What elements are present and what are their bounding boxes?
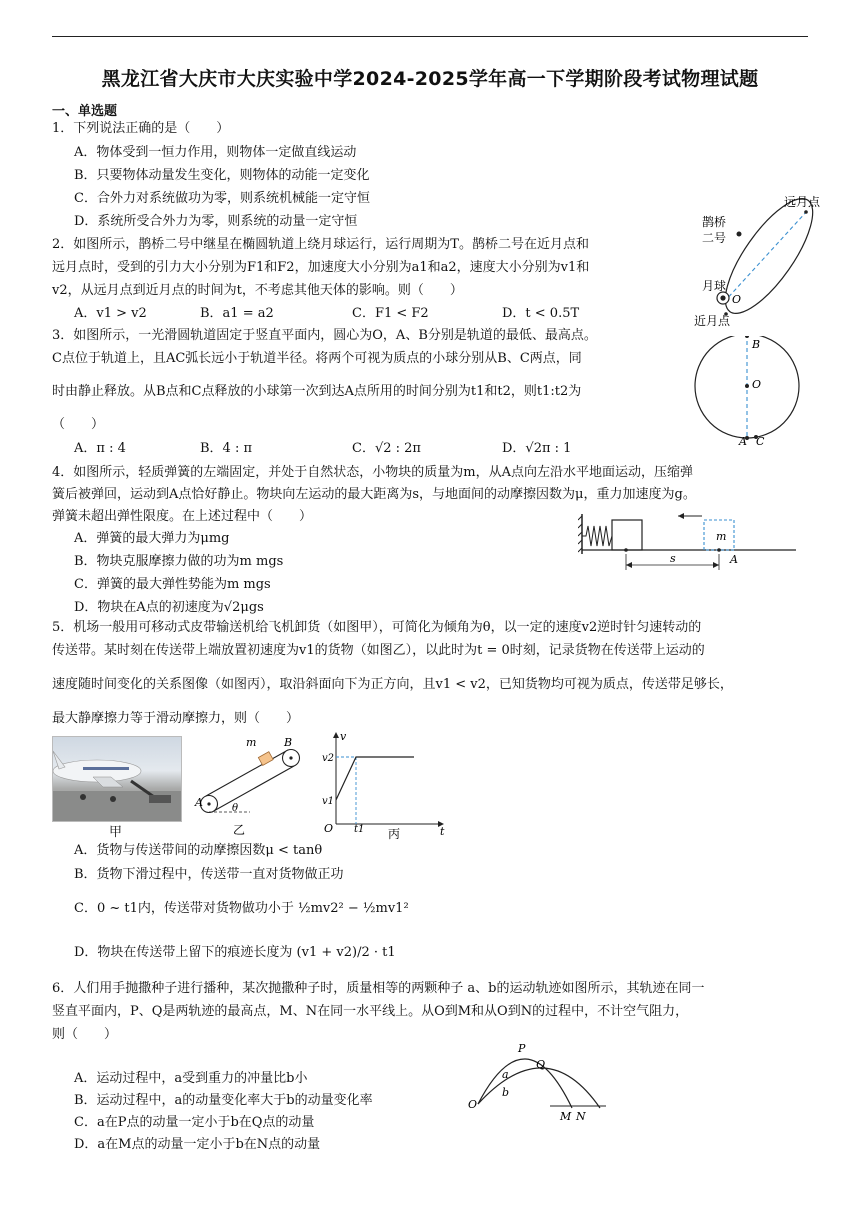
q6-line-2: 竖直平面内，P、Q是两轨迹的最高点，M、N在同一水平线上。从O到M和从O到N的过程中，不计空气阻力，	[52, 1004, 689, 1019]
q2-option-c: C．F1 < F2	[352, 306, 429, 321]
label-o: O	[752, 378, 762, 391]
q4-option-d: D．物块在A点的初速度为√2μgs	[74, 600, 264, 615]
label-b: B	[752, 338, 761, 351]
q1-option-d: D．系统所受合外力为零，则系统的动量一定守恒	[74, 214, 358, 229]
major-axis-line	[724, 210, 808, 302]
q3-line-3: 时由静止释放。从B点和C点释放的小球第一次到达A点所用的时间分别为t1和t2，则t1:t2为	[52, 384, 582, 399]
q4-line-2: 簧后被弹回，运动到A点恰好静止。物块向左运动的最大距离为s，与地面间的动摩擦因数为μ，重力加速度为g。	[52, 487, 696, 502]
orbit-ellipse	[710, 190, 827, 325]
q2-orbit-figure	[690, 190, 830, 332]
figure-jia-caption: 甲	[109, 825, 123, 840]
center-label: O	[732, 293, 742, 306]
q5-option-c: C．0 ~ t1内，传送带对货物做功小于 ½mv2² − ½mv1²	[74, 901, 409, 916]
v-axis-label: v	[340, 730, 347, 743]
q4-spring-figure	[578, 510, 800, 574]
v1-label: v1	[322, 796, 335, 807]
q2-line-3: v2，从远月点到近月点的时间为t，不考虑其他天体的影响。则（ ）	[52, 283, 463, 298]
q1-option-c: C．合外力对系统做功为零，则系统机械能一定守恒	[74, 191, 370, 206]
far-point-marker	[804, 210, 808, 214]
figure-yi-caption: 乙	[233, 823, 246, 837]
q4-option-c: C．弹簧的最大弹性势能为m mgs	[74, 577, 271, 592]
angle-label: θ	[232, 803, 239, 814]
block-compressed	[612, 520, 642, 550]
label-a: A	[739, 435, 747, 448]
v2-label: v2	[322, 753, 335, 764]
satellite-label-1: 鹊桥	[702, 215, 727, 229]
satellite-label-2: 二号	[702, 231, 727, 245]
distance-label: s	[670, 552, 676, 565]
q6-option-c: C．a在P点的动量一定小于b在Q点的动量	[74, 1115, 315, 1130]
page-title: 黑龙江省大庆市大庆实验中学2024-2025学年高一下学期阶段考试物理试题	[101, 68, 759, 90]
q3-option-c: C．√2 : 2π	[352, 441, 421, 456]
mass-label: m	[716, 530, 727, 543]
q6-option-b: B．运动过程中，a的动量变化率大于b的动量变化率	[74, 1093, 373, 1108]
q6-line-3: 则（ ）	[52, 1027, 118, 1042]
t-axis-label: t	[440, 825, 445, 838]
conveyor-belt-figure	[192, 734, 304, 838]
q4-line-3: 弹簧未超出弹性限度。在上述过程中（ ）	[52, 509, 313, 524]
q6-trajectory-figure	[466, 1038, 610, 1124]
q2-option-d: D．t < 0.5T	[502, 306, 580, 321]
origin-label: O	[324, 822, 334, 835]
figure-bing-caption: 丙	[388, 827, 401, 840]
q6-option-d: D．a在M点的动量一定小于b在N点的动量	[74, 1137, 321, 1152]
q1-option-b: B．只要物体动量发生变化，则物体的动能一定变化	[74, 168, 370, 183]
q5-line-3: 速度随时间变化的关系图像（如图丙），取沿斜面向下为正方向，且v1 < v2，已知货物均可视为质点，传送带足够长，	[52, 677, 733, 692]
q3-circle-figure	[692, 336, 812, 448]
q3-option-a: A．π : 4	[74, 441, 126, 456]
airplane-icon	[53, 737, 181, 821]
satellite-icon	[737, 232, 742, 237]
q2-line-2: 远月点时，受到的引力大小分别为F1和F2，加速度大小分别为a1和a2，速度大小分别为v1和	[52, 260, 590, 275]
moon-label: 月球	[702, 279, 727, 293]
far-point-label: 远月点	[784, 195, 821, 209]
cargo-box	[258, 752, 273, 766]
cargo-mass-label: m	[246, 736, 257, 749]
q2-option-a: A．v1 > v2	[74, 306, 147, 321]
q3-option-b: B．4 : π	[200, 441, 253, 456]
q5-line-1: 5．机场一般用可移动式皮带输送机给飞机卸货（如图甲），可简化为倾角为θ，以一定的速度v2逆时针匀速转动的	[52, 620, 702, 635]
airport-conveyor-photo	[52, 736, 182, 822]
q4-line-1: 4．如图所示，轻质弹簧的左端固定，并处于自然状态，小物块的质量为m，从A点向左沿水平地面运动，压缩弹	[52, 465, 693, 480]
point-o-label: O	[468, 1098, 478, 1111]
q1-stem: 1．下列说法正确的是（ ）	[52, 121, 230, 136]
q1-option-a: A．物体受到一恒力作用，则物体一定做直线运动	[74, 145, 357, 160]
point-q-label: Q	[536, 1058, 546, 1071]
point-p-label: P	[518, 1042, 526, 1055]
q2-line-1: 2．如图所示，鹊桥二号中继星在椭圆轨道上绕月球运行，运行周期为T。鹊桥二号在近月点和	[52, 237, 589, 252]
velocity-time-graph	[316, 728, 450, 840]
point-n-label: N	[576, 1110, 586, 1123]
near-point-label: 近月点	[694, 314, 731, 328]
q5-line-2: 传送带。某时刻在传送带上端放置初速度为v1的货物（如图乙），以此时为t = 0时刻，记录货物在传送带上运动的	[52, 643, 705, 658]
curve-a-label: a	[502, 1068, 509, 1081]
q3-line-2: C点位于轨道上，且AC弧长远小于轨道半径。将两个可视为质点的小球分别从B、C两点，同	[52, 351, 582, 366]
pulley-b-label: B	[284, 736, 293, 749]
section-heading: 一、单选题	[52, 104, 118, 119]
spring-icon	[582, 526, 614, 546]
center-marker	[745, 384, 749, 388]
curve-b-label: b	[502, 1086, 510, 1099]
q2-option-b: B．a1 = a2	[200, 306, 274, 321]
point-b-marker	[745, 336, 749, 338]
q4-option-a: A．弹簧的最大弹力为μmg	[74, 531, 230, 546]
label-c: C	[756, 435, 765, 448]
q6-option-a: A．运动过程中，a受到重力的冲量比b小	[74, 1071, 308, 1086]
q5-option-b: B．货物下滑过程中，传送带一直对货物做正功	[74, 867, 344, 882]
q5-option-a: A．货物与传送带间的动摩擦因数μ < tanθ	[74, 843, 323, 858]
q3-line-1: 3．如图所示，一光滑圆轨道固定于竖直平面内，圆心为O，A、B分别是轨道的最低、最高点。	[52, 328, 597, 343]
point-a-label: A	[730, 553, 738, 566]
point-m-label: M	[560, 1110, 572, 1123]
q5-line-4: 最大静摩擦力等于滑动摩擦力，则（ ）	[52, 711, 300, 726]
top-rule	[52, 36, 808, 37]
velocity-curve	[336, 757, 414, 800]
t1-label: t1	[354, 824, 365, 835]
q3-option-d: D．√2π : 1	[502, 441, 572, 456]
trajectory-b	[478, 1068, 600, 1108]
q6-line-1: 6．人们用手抛撒种子进行播种，某次抛撒种子时，质量相等的两颗种子 a、b的运动轨迹如图所示，其轨迹在同一	[52, 981, 705, 996]
trajectory-a	[478, 1059, 572, 1108]
q3-line-4: （ ）	[52, 417, 105, 432]
pulley-a-label: A	[195, 796, 203, 809]
q4-option-b: B．物块克服摩擦力做的功为m mgs	[74, 554, 284, 569]
q5-option-d: D．物块在传送带上留下的痕迹长度为 (v1 + v2)/2 · t1	[74, 945, 396, 960]
